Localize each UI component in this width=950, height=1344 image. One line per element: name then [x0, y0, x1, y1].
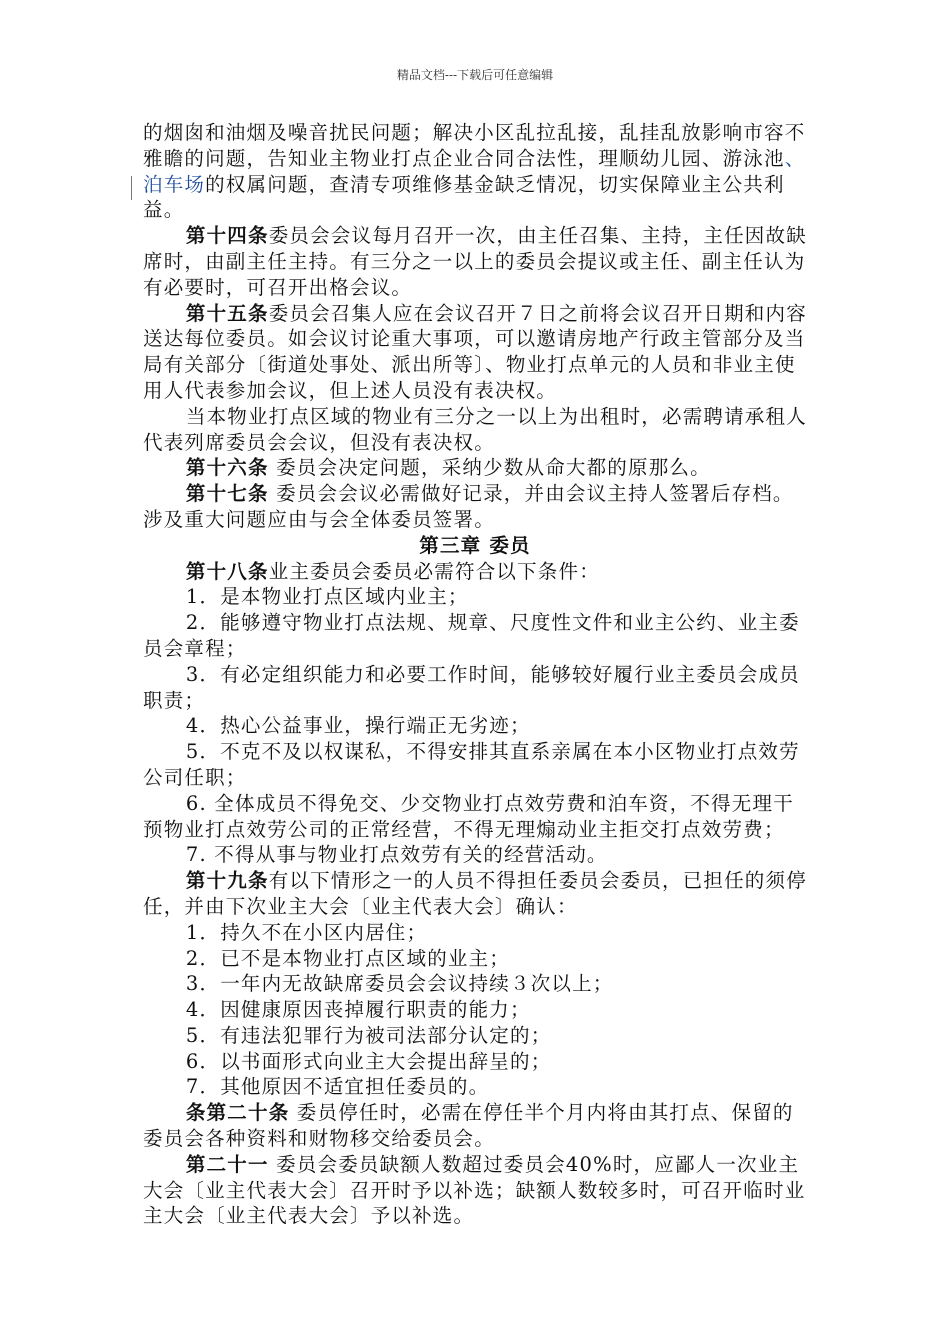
- article-20: [143, 1100, 807, 1152]
- article-19-item: 3．一年内无故缺席委员会会议持续３次以上；: [185, 972, 614, 996]
- article-20-text: 委员停任时，必需在停任半个月内将由其打点、保留的委员会各种资料和财物移交给委员会。: [143, 1101, 794, 1151]
- article-18-item: 7. 不得从事与物业打点效劳有关的经营活动。: [185, 843, 608, 867]
- article-19: [143, 868, 807, 920]
- article-18-text: 业主委员会委员必需符合以下条件：: [268, 559, 600, 583]
- article-18-item: 6. 全体成员不得免交、少交物业打点效劳费和泊车资，不得无理干预物业打点效劳公司的正常经营，不得无理煽动业主拒交打点效劳费；: [143, 791, 794, 841]
- article-21-text: 委员会委员缺额人数超过委员会40%时，应鄙人一次业主大会〔业主代表大会〕召开时予以补选；缺额人数较多时，可召开临时业主大会〔业主代表大会〕予以补选。: [143, 1152, 806, 1228]
- revision-margin-mark: [131, 176, 132, 200]
- article-17: [143, 481, 807, 533]
- article-18-item: 2．能够遵守物业打点法规、规章、尺度性文件和业主公约、业主委员会章程；: [143, 611, 800, 660]
- article-14-label: 第十四条: [185, 224, 269, 248]
- article-16: [143, 455, 807, 481]
- chapter-3-heading: 第三章 委员: [419, 533, 531, 557]
- article-19-item: 6．以书面形式向业主大会提出辞呈的；: [185, 1049, 552, 1073]
- article-18-item: 5．不克不及以权谋私，不得安排其直系亲属在本小区物业打点效劳公司任职；: [143, 740, 800, 789]
- article-19-item: 7．其他原因不适宜担任委员的。: [185, 1075, 490, 1099]
- document-body: [143, 120, 807, 1229]
- article-18-item: 3．有必定组织能力和必要工作时间，能够较好履行业主委员会成员职责；: [143, 662, 800, 712]
- article-19-item: 5．有违法犯罪行为被司法部分认定的；: [185, 1023, 552, 1047]
- article-19-item: 1．持久不在小区内居住；: [185, 920, 428, 944]
- article-20-label: 条第二十条: [185, 1101, 290, 1125]
- article-18-item: 1．是本物业打点区域内业主；: [185, 585, 469, 609]
- paragraph-intro: [143, 120, 807, 223]
- article-16-label: 第十六条: [185, 456, 269, 480]
- article-19-item: 4．因健康原因丧掉履行职责的能力；: [185, 998, 531, 1022]
- article-19-item: 2．已不是本物业打点区域的业主；: [185, 946, 510, 970]
- article-19-text: 有以下情形之一的人员不得担任委员会委员，已担任的须停任，并由下次业主大会〔业主代表大会〕确认：: [143, 869, 807, 918]
- intro-text-a: 的烟囱和油烟及噪音扰民问题；解决小区乱拉乱接，乱挂乱放影响市容不雅瞻的问题，告知业主物业打点企业合同合法性，理顺幼儿园、游泳池: [143, 121, 806, 170]
- article-18-label: 第十八条: [185, 559, 269, 583]
- article-21-label: 第二十一: [185, 1152, 269, 1176]
- article-16-text: 委员会决定问题，采纳少数从命大都的原那么。: [268, 456, 711, 480]
- article-15-label: 第十五条: [185, 301, 269, 325]
- article-18: [143, 559, 807, 585]
- paragraph-rental: 当本物业打点区域的物业有三分之一以上为出租时，必需聘请承租人代表列席委员会会议，但没有表决权。: [143, 404, 807, 454]
- article-18-item: 4．热心公益事业，操行端正无劣迹；: [185, 714, 531, 738]
- article-19-label: 第十九条: [185, 869, 269, 893]
- intro-text-b: 的权属问题，查清专项维修基金缺乏情况，切实保障业主公共利益。: [143, 172, 785, 222]
- article-17-label: 第十七条: [185, 482, 269, 506]
- article-17-text: 委员会会议必需做好记录，并由会议主持人签署后存档。涉及重大问题应由与会全体委员签署。: [143, 482, 794, 531]
- article-15-text: 委员会召集人应在会议召开７日之前将会议召开日期和内容送达每位委员。如会议讨论重大事项，可以邀请房地产行政主管部分及当局有关部分〔街道处事处、派出所等〕、物业打点单元的人员和非业主使用人代表参加会议，但上述人员没有表决权。: [143, 301, 807, 402]
- article-21: [143, 1152, 807, 1229]
- page-header: 精品文档---下载后可任意编辑: [396, 68, 554, 82]
- article-14: [143, 223, 807, 300]
- article-14-text: 委员会会议每月召开一次，由主任召集、主持，主任因故缺席时，由副主任主持。有三分之一以上的委员会提议或主任、副主任认为有必要时，可召开出格会议。: [143, 224, 807, 299]
- parking-lot-link[interactable]: 、泊车场: [143, 146, 806, 196]
- article-15: [143, 301, 807, 404]
